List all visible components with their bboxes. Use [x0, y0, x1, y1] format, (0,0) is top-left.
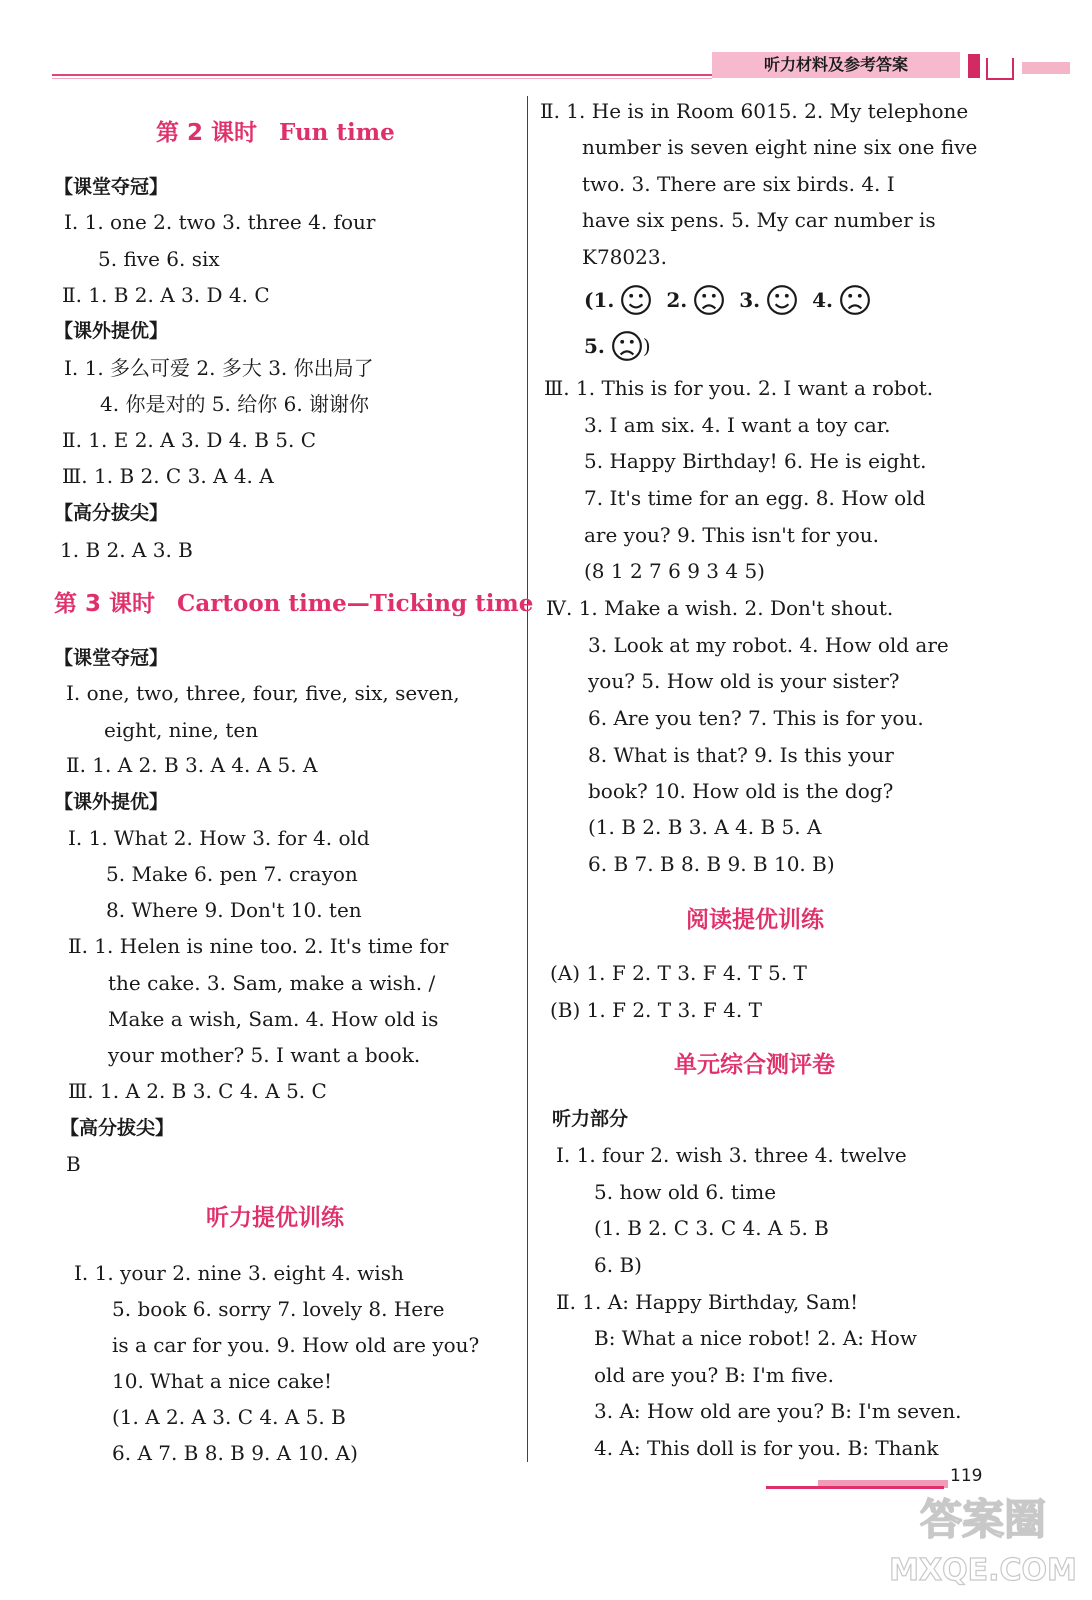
watermark-bottom: MXQE.COM — [889, 1553, 1077, 1588]
section-title-en: Fun time — [279, 119, 395, 146]
answer-line: 5. Happy Birthday! 6. He is eight. — [584, 449, 927, 473]
answer-line: 6. B) — [594, 1253, 642, 1277]
subsection-heading: 【课堂夺冠】 — [54, 176, 169, 198]
face-label: 3. — [739, 288, 761, 312]
answer-line: Ⅰ. one, two, three, four, five, six, seven, — [66, 681, 460, 705]
close-paren: ) — [642, 334, 651, 358]
answer-line: B — [66, 1152, 81, 1176]
subsection-heading: 听力部分 — [552, 1108, 629, 1130]
answer-line: 3. Look at my robot. 4. How old are — [588, 633, 949, 657]
answer-line: (1. B 2. C 3. C 4. A 5. B — [594, 1216, 829, 1240]
face-label: 5. — [584, 334, 605, 358]
header-decor-bracket — [986, 58, 1014, 80]
subsection-heading: 【课外提优】 — [54, 791, 169, 813]
section-title — [674, 1050, 835, 1080]
answer-line: are you? 9. This isn't for you. — [584, 523, 880, 547]
answer-line: the cake. 3. Sam, make a wish. / — [108, 971, 436, 995]
answer-line: Ⅱ. 1. B 2. A 3. D 4. C — [62, 283, 270, 307]
answer-line: you? 5. How old is your sister? — [588, 669, 900, 693]
answer-line: 3. I am six. 4. I want a toy car. — [584, 413, 891, 437]
answer-line: Ⅰ. 1. What 2. How 3. for 4. old — [68, 826, 370, 850]
answer-line: 4. 你是对的 5. 给你 6. 谢谢你 — [100, 392, 370, 416]
header-rule-thin — [52, 78, 712, 79]
answer-line: 10. What a nice cake! — [112, 1369, 332, 1393]
answer-line: Ⅱ. 1. E 2. A 3. D 4. B 5. C — [62, 428, 317, 452]
answer-line: (8 1 2 7 6 9 3 4 5) — [584, 559, 765, 583]
watermark-top: 答案圈 — [919, 1495, 1047, 1544]
answer-line: Ⅰ. 1. your 2. nine 3. eight 4. wish — [74, 1261, 404, 1285]
column-divider — [527, 96, 528, 1462]
section-title-cn: 听力提优训练 — [206, 1205, 344, 1231]
section-title-cn: 第 2 课时 — [156, 120, 258, 146]
header-rule — [52, 74, 712, 76]
answer-line: Ⅲ. 1. This is for you. 2. I want a robot. — [544, 376, 934, 400]
answer-line: Ⅰ. 1. four 2. wish 3. three 4. twelve — [556, 1143, 907, 1167]
section-title-en: Cartoon time—Ticking time — [177, 590, 534, 617]
answer-line: old are you? B: I'm five. — [594, 1363, 834, 1387]
answer-line: Ⅱ. 1. A: Happy Birthday, Sam! — [556, 1290, 859, 1314]
header-label: 听力材料及参考答案 — [712, 52, 960, 78]
subsection-heading: 【高分拔尖】 — [60, 1117, 175, 1139]
header-decor-tab — [1022, 62, 1070, 74]
answer-line: have six pens. 5. My car number is — [582, 208, 936, 232]
answer-line: two. 3. There are six birds. 4. I — [582, 172, 895, 196]
answer-line: 8. Where 9. Don't 10. ten — [106, 898, 362, 922]
answer-line: number is seven eight nine six one five — [582, 135, 978, 159]
answer-line: Ⅱ. 1. He is in Room 6015. 2. My telephone — [540, 99, 969, 123]
header-decor-bar — [968, 54, 980, 78]
answer-line: 5. Make 6. pen 7. crayon — [106, 862, 358, 886]
section-title-cn: 阅读提优训练 — [686, 907, 824, 933]
section-title — [54, 589, 533, 619]
answer-line: 4. A: This doll is for you. B: Thank — [594, 1436, 939, 1460]
sad-face-icon — [611, 330, 643, 362]
answer-line: 6. A 7. B 8. B 9. A 10. A) — [112, 1441, 358, 1465]
answer-line: Ⅱ. 1. A 2. B 3. A 4. A 5. A — [66, 753, 318, 777]
answer-line: book? 10. How old is the dog? — [588, 779, 894, 803]
answer-line: Ⅰ. 1. one 2. two 3. three 4. four — [64, 210, 376, 234]
face-label: (1. — [584, 288, 615, 312]
answer-line: Ⅳ. 1. Make a wish. 2. Don't shout. — [546, 596, 894, 620]
answer-line: 8. What is that? 9. Is this your — [588, 743, 894, 767]
section-title-cn: 单元综合测评卷 — [674, 1052, 835, 1078]
face-answers — [584, 284, 871, 316]
subsection-heading: 【高分拔尖】 — [54, 502, 169, 524]
answer-line: Ⅲ. 1. A 2. B 3. C 4. A 5. C — [68, 1079, 327, 1103]
answer-line: 1. B 2. A 3. B — [60, 538, 193, 562]
page-number: 119 — [950, 1466, 983, 1486]
answer-line: Make a wish, Sam. 4. How old is — [108, 1007, 439, 1031]
answer-line: 5. five 6. six — [98, 247, 220, 271]
answer-line: is a car for you. 9. How old are you? — [112, 1333, 480, 1357]
answer-line: B: What a nice robot! 2. A: How — [594, 1326, 917, 1350]
smiley-face-icon — [620, 284, 652, 316]
answer-line: 5. how old 6. time — [594, 1180, 777, 1204]
answer-line: eight, nine, ten — [104, 718, 259, 742]
subsection-heading: 【课堂夺冠】 — [54, 647, 169, 669]
answer-line: 6. B 7. B 8. B 9. B 10. B) — [588, 852, 835, 876]
watermark-logo — [889, 1484, 1077, 1594]
answer-line: your mother? 5. I want a book. — [108, 1043, 421, 1067]
answer-line: Ⅲ. 1. B 2. C 3. A 4. A — [62, 464, 274, 488]
section-title — [686, 905, 824, 935]
sad-face-icon — [839, 284, 871, 316]
answer-line: (1. A 2. A 3. C 4. A 5. B — [112, 1405, 346, 1429]
subsection-heading: 【课外提优】 — [54, 320, 169, 342]
smiley-face-icon — [766, 284, 798, 316]
answer-line: K78023. — [582, 245, 667, 269]
section-title — [156, 118, 395, 148]
answer-line: 7. It's time for an egg. 8. How old — [584, 486, 926, 510]
answer-line: 6. Are you ten? 7. This is for you. — [588, 706, 924, 730]
section-title — [206, 1203, 344, 1233]
sad-face-icon — [693, 284, 725, 316]
answer-line: (A) 1. F 2. T 3. F 4. T 5. T — [550, 961, 807, 985]
answer-line: (1. B 2. B 3. A 4. B 5. A — [588, 815, 822, 839]
face-label: 4. — [812, 288, 834, 312]
face-label: 2. — [666, 288, 688, 312]
answer-line: 3. A: How old are you? B: I'm seven. — [594, 1399, 962, 1423]
answer-line: 5. book 6. sorry 7. lovely 8. Here — [112, 1297, 445, 1321]
face-answer-5 — [584, 330, 651, 362]
answer-line: Ⅰ. 1. 多么可爱 2. 多大 3. 你出局了 — [64, 356, 374, 380]
answer-line: (B) 1. F 2. T 3. F 4. T — [550, 998, 762, 1022]
section-title-cn: 第 3 课时 — [54, 591, 156, 617]
answer-line: Ⅱ. 1. Helen is nine too. 2. It's time for — [68, 934, 449, 958]
